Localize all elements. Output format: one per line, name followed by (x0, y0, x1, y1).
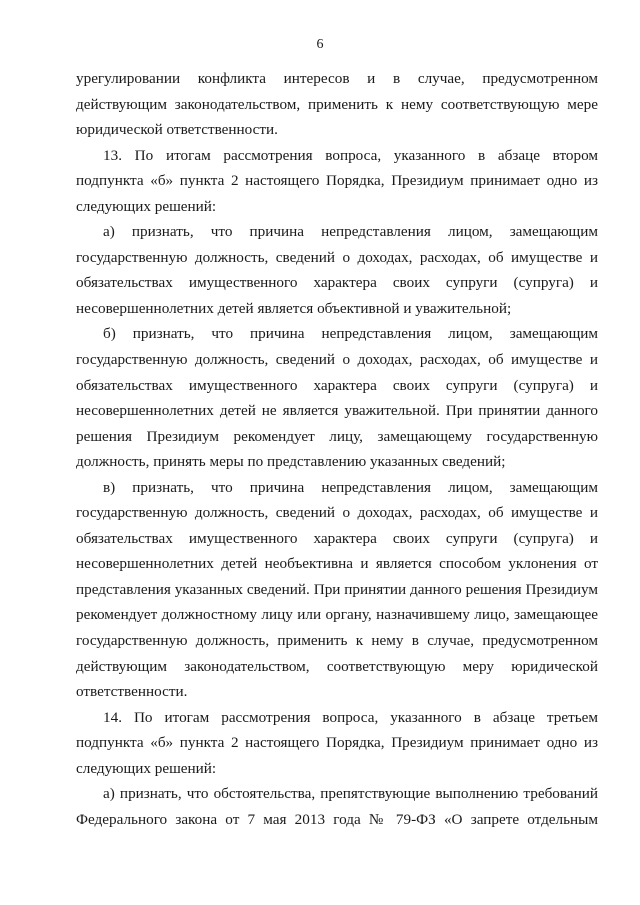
text-line: несовершеннолетних детей не является уважительной. При принятии данного (76, 402, 598, 420)
text-line: подпункта «б» пункта 2 настоящего Порядка, Президиум принимает одно из (76, 734, 598, 752)
text-line: государственную должность, применить к нему в случае, предусмотренном (76, 632, 598, 650)
paragraph-continuation (76, 66, 598, 143)
text-line: в) признать, что причина непредставления лицом, замещающим (103, 478, 598, 496)
text-line: Федерального закона от 7 мая 2013 года № 79-ФЗ «О запрете отдельным (76, 810, 598, 828)
text-line: а) признать, что причина непредставления лицом, замещающим (103, 223, 598, 241)
text-line: государственную должность, сведений о доходах, расходах, об имуществе и (76, 504, 598, 522)
text-line: урегулировании конфликта интересов и в случае, предусмотренном (76, 70, 598, 87)
text-line: решения Президиум рекомендует лицу, замещающему государственную (76, 427, 598, 445)
paragraph-subitem-v (76, 475, 598, 705)
paragraph-item-14 (76, 705, 598, 782)
text-line: 14. По итогам рассмотрения вопроса, указанного в абзаце третьем (103, 708, 598, 726)
text-line: несовершеннолетних детей необъективна и является способом уклонения от (76, 555, 598, 573)
text-line: представления указанных сведений. При принятии данного решения Президиум (76, 580, 598, 598)
text-line: обязательствах имущественного характера своих супруги (супруга) и (76, 376, 598, 394)
page-number: 6 (316, 37, 324, 52)
text-line: государственную должность, сведений о доходах, расходах, об имуществе и (76, 351, 598, 369)
text-line: 13. По итогам рассмотрения вопроса, указанного в абзаце втором (103, 146, 598, 164)
text-line: юридической ответственности. (76, 121, 278, 139)
text-line: государственную должность, сведений о доходах, расходах, об имуществе и (76, 248, 598, 266)
text-line: подпункта «б» пункта 2 настоящего Порядка, Президиум принимает одно из (76, 172, 598, 190)
text-line: следующих решений: (76, 759, 217, 777)
text-line: действующим законодательством, соответствующую меру юридической (76, 657, 598, 675)
paragraph-subitem-a (76, 219, 598, 321)
paragraph-subitem-b (76, 321, 598, 474)
text-line: ответственности. (76, 683, 188, 701)
text-line: должность, принять меры по представлению указанных сведений; (76, 453, 506, 471)
text-line: действующим законодательством, применить к нему соответствующую мере (76, 95, 598, 113)
text-line: а) признать, что обстоятельства, препятствующие выполнению требований (103, 785, 598, 803)
document-body (76, 66, 598, 832)
text-line: обязательствах имущественного характера своих супруги (супруга) и (76, 529, 598, 547)
text-line: рекомендует должностному лицу или органу, назначившему лицо, замещающее (76, 606, 598, 624)
text-line: несовершеннолетних детей является объективной и уважительной; (76, 299, 512, 317)
text-line: обязательствах имущественного характера своих супруги (супруга) и (76, 274, 598, 292)
text-line: следующих решений: (76, 197, 217, 215)
paragraph-subitem-a-14 (76, 781, 598, 832)
text-line: б) признать, что причина непредставления лицом, замещающим (103, 325, 598, 343)
paragraph-item-13 (76, 143, 598, 220)
